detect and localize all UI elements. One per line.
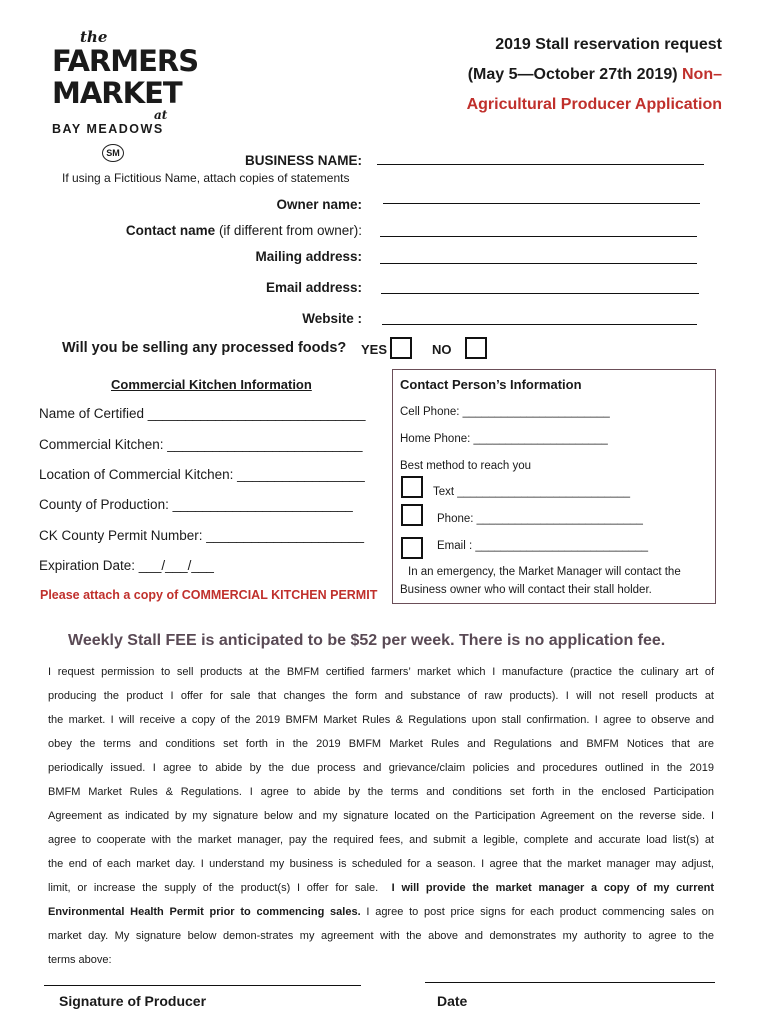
signature-line[interactable] (44, 985, 361, 986)
logo-at: at (154, 108, 168, 122)
date-line[interactable] (425, 982, 715, 983)
agreement-line: I request permission to sell products at the BMFM certified farmers’ market which I manufacture (practice the culinary art of (48, 666, 714, 678)
logo-bay-meadows: BAY MEADOWS (52, 122, 164, 136)
email-method-field[interactable]: Email : ___________________________ (437, 540, 649, 552)
logo-market: MARKET (52, 76, 182, 110)
no-checkbox[interactable] (465, 337, 487, 359)
contact-name-field[interactable] (380, 236, 697, 237)
agreement-line: agree to cooperate with the market manager, pay the required fees, and submit a legible, complete and accurate load list(s) at (48, 834, 714, 846)
agreement-line: producing the product I offer for sale that changes the form and substance of raw products). I will not resell products at (48, 690, 714, 702)
email-checkbox[interactable] (401, 537, 423, 559)
contact-name-label: Contact name (if different from owner): (125, 223, 362, 238)
text-checkbox[interactable] (401, 476, 423, 498)
date-label: Date (437, 993, 468, 1009)
agreement-line: Environmental Health Permit prior to commencing sales. I agree to post price signs for each product commencing sales on (48, 906, 714, 918)
county-of-production-field[interactable]: County of Production: ________________________ (39, 497, 353, 512)
agreement-line: Agreement as indicated by my signature below and my signature located on the Participation Agreement on the reverse side. I (48, 810, 714, 822)
weekly-fee-notice: Weekly Stall FEE is anticipated to be $52 per week. There is no application fee. (68, 632, 666, 649)
business-name-label: BUSINESS NAME: (244, 153, 362, 168)
phone-method-field[interactable]: Phone: __________________________ (437, 513, 643, 525)
text-method-field[interactable]: Text ___________________________ (433, 486, 630, 498)
home-phone-field[interactable]: Home Phone: _____________________ (400, 433, 608, 445)
title-line-2: (May 5—October 27th 2019) Non– (467, 66, 722, 83)
business-name-field[interactable] (377, 164, 704, 165)
best-method-label: Best method to reach you (400, 460, 532, 472)
logo-farmers: FARMERS (52, 44, 199, 78)
agreement-line: the market. I will receive a copy of the 2019 BMFM Market Rules & Regulations upon stall confirmation. I agree to observe and (48, 714, 714, 726)
email-address-label: Email address: (265, 280, 362, 295)
yes-label: YES (361, 342, 388, 357)
agreement-line: obey the terms and conditions set forth in the 2019 BMFM Market Rules and Regulations and BMFM Notices that are (48, 738, 714, 750)
expiration-date-field[interactable]: Expiration Date: ___/___/___ (39, 558, 214, 573)
title-line-1: 2019 Stall reservation request (495, 36, 722, 53)
agreement-line: market day. My signature below demon-strates my agreement with the above and demonstrates my authority to agree to the (48, 930, 714, 942)
title-line-3: Agricultural Producer Application (466, 96, 722, 113)
cell-phone-field[interactable]: Cell Phone: _______________________ (400, 406, 610, 418)
commercial-kitchen-heading: Commercial Kitchen Information (111, 377, 312, 392)
mailing-address-label: Mailing address: (255, 249, 362, 264)
attach-permit-notice: Please attach a copy of COMMERCIAL KITCHEN PERMIT (40, 588, 378, 602)
fictitious-name-note: If using a Fictitious Name, attach copies of statements (62, 171, 350, 185)
agreement-line: the end of each market day. I understand my business is scheduled for a season. I agree that the market manager may adjust, (48, 858, 714, 870)
kitchen-location-field[interactable]: Location of Commercial Kitchen: _________________ (39, 467, 365, 482)
phone-checkbox[interactable] (401, 504, 423, 526)
agreement-line: periodically issued. I agree to abide by the due process and grievance/claim policies and procedures outlined in the 2019 (48, 762, 714, 774)
contact-person-heading: Contact Person’s Information (400, 377, 582, 392)
yes-checkbox[interactable] (390, 337, 412, 359)
website-label: Website : (302, 311, 362, 326)
ck-permit-number-field[interactable]: CK County Permit Number: _____________________ (39, 528, 364, 543)
signature-of-producer-label: Signature of Producer (59, 993, 207, 1009)
farmers-market-logo (52, 28, 199, 168)
name-of-certified-field[interactable]: Name of Certified _____________________________ (39, 406, 366, 421)
mailing-address-field[interactable] (380, 263, 697, 264)
logo-sm-badge: SM (102, 144, 124, 162)
emergency-note-line-1: In an emergency, the Market Manager will contact the (408, 566, 681, 578)
owner-name-field[interactable] (383, 203, 700, 204)
agreement-line: limit, or increase the supply of the product(s) I offer for sale. I will provide the market manager a copy of my current (48, 882, 714, 894)
agreement-line: terms above: (48, 954, 112, 966)
agreement-line: BMFM Market Rules & Regulations. I agree to abide by the terms and conditions set forth in the enclosed Participation (48, 786, 714, 798)
commercial-kitchen-field[interactable]: Commercial Kitchen: __________________________ (39, 437, 363, 452)
logo-the: the (80, 28, 108, 46)
emergency-note-line-2: Business owner who will contact their stall holder. (400, 584, 652, 596)
processed-foods-question: Will you be selling any processed foods? (62, 340, 347, 356)
owner-name-label: Owner name: (276, 197, 362, 212)
email-address-field[interactable] (381, 293, 699, 294)
website-field[interactable] (382, 324, 697, 325)
no-label: NO (432, 342, 452, 357)
